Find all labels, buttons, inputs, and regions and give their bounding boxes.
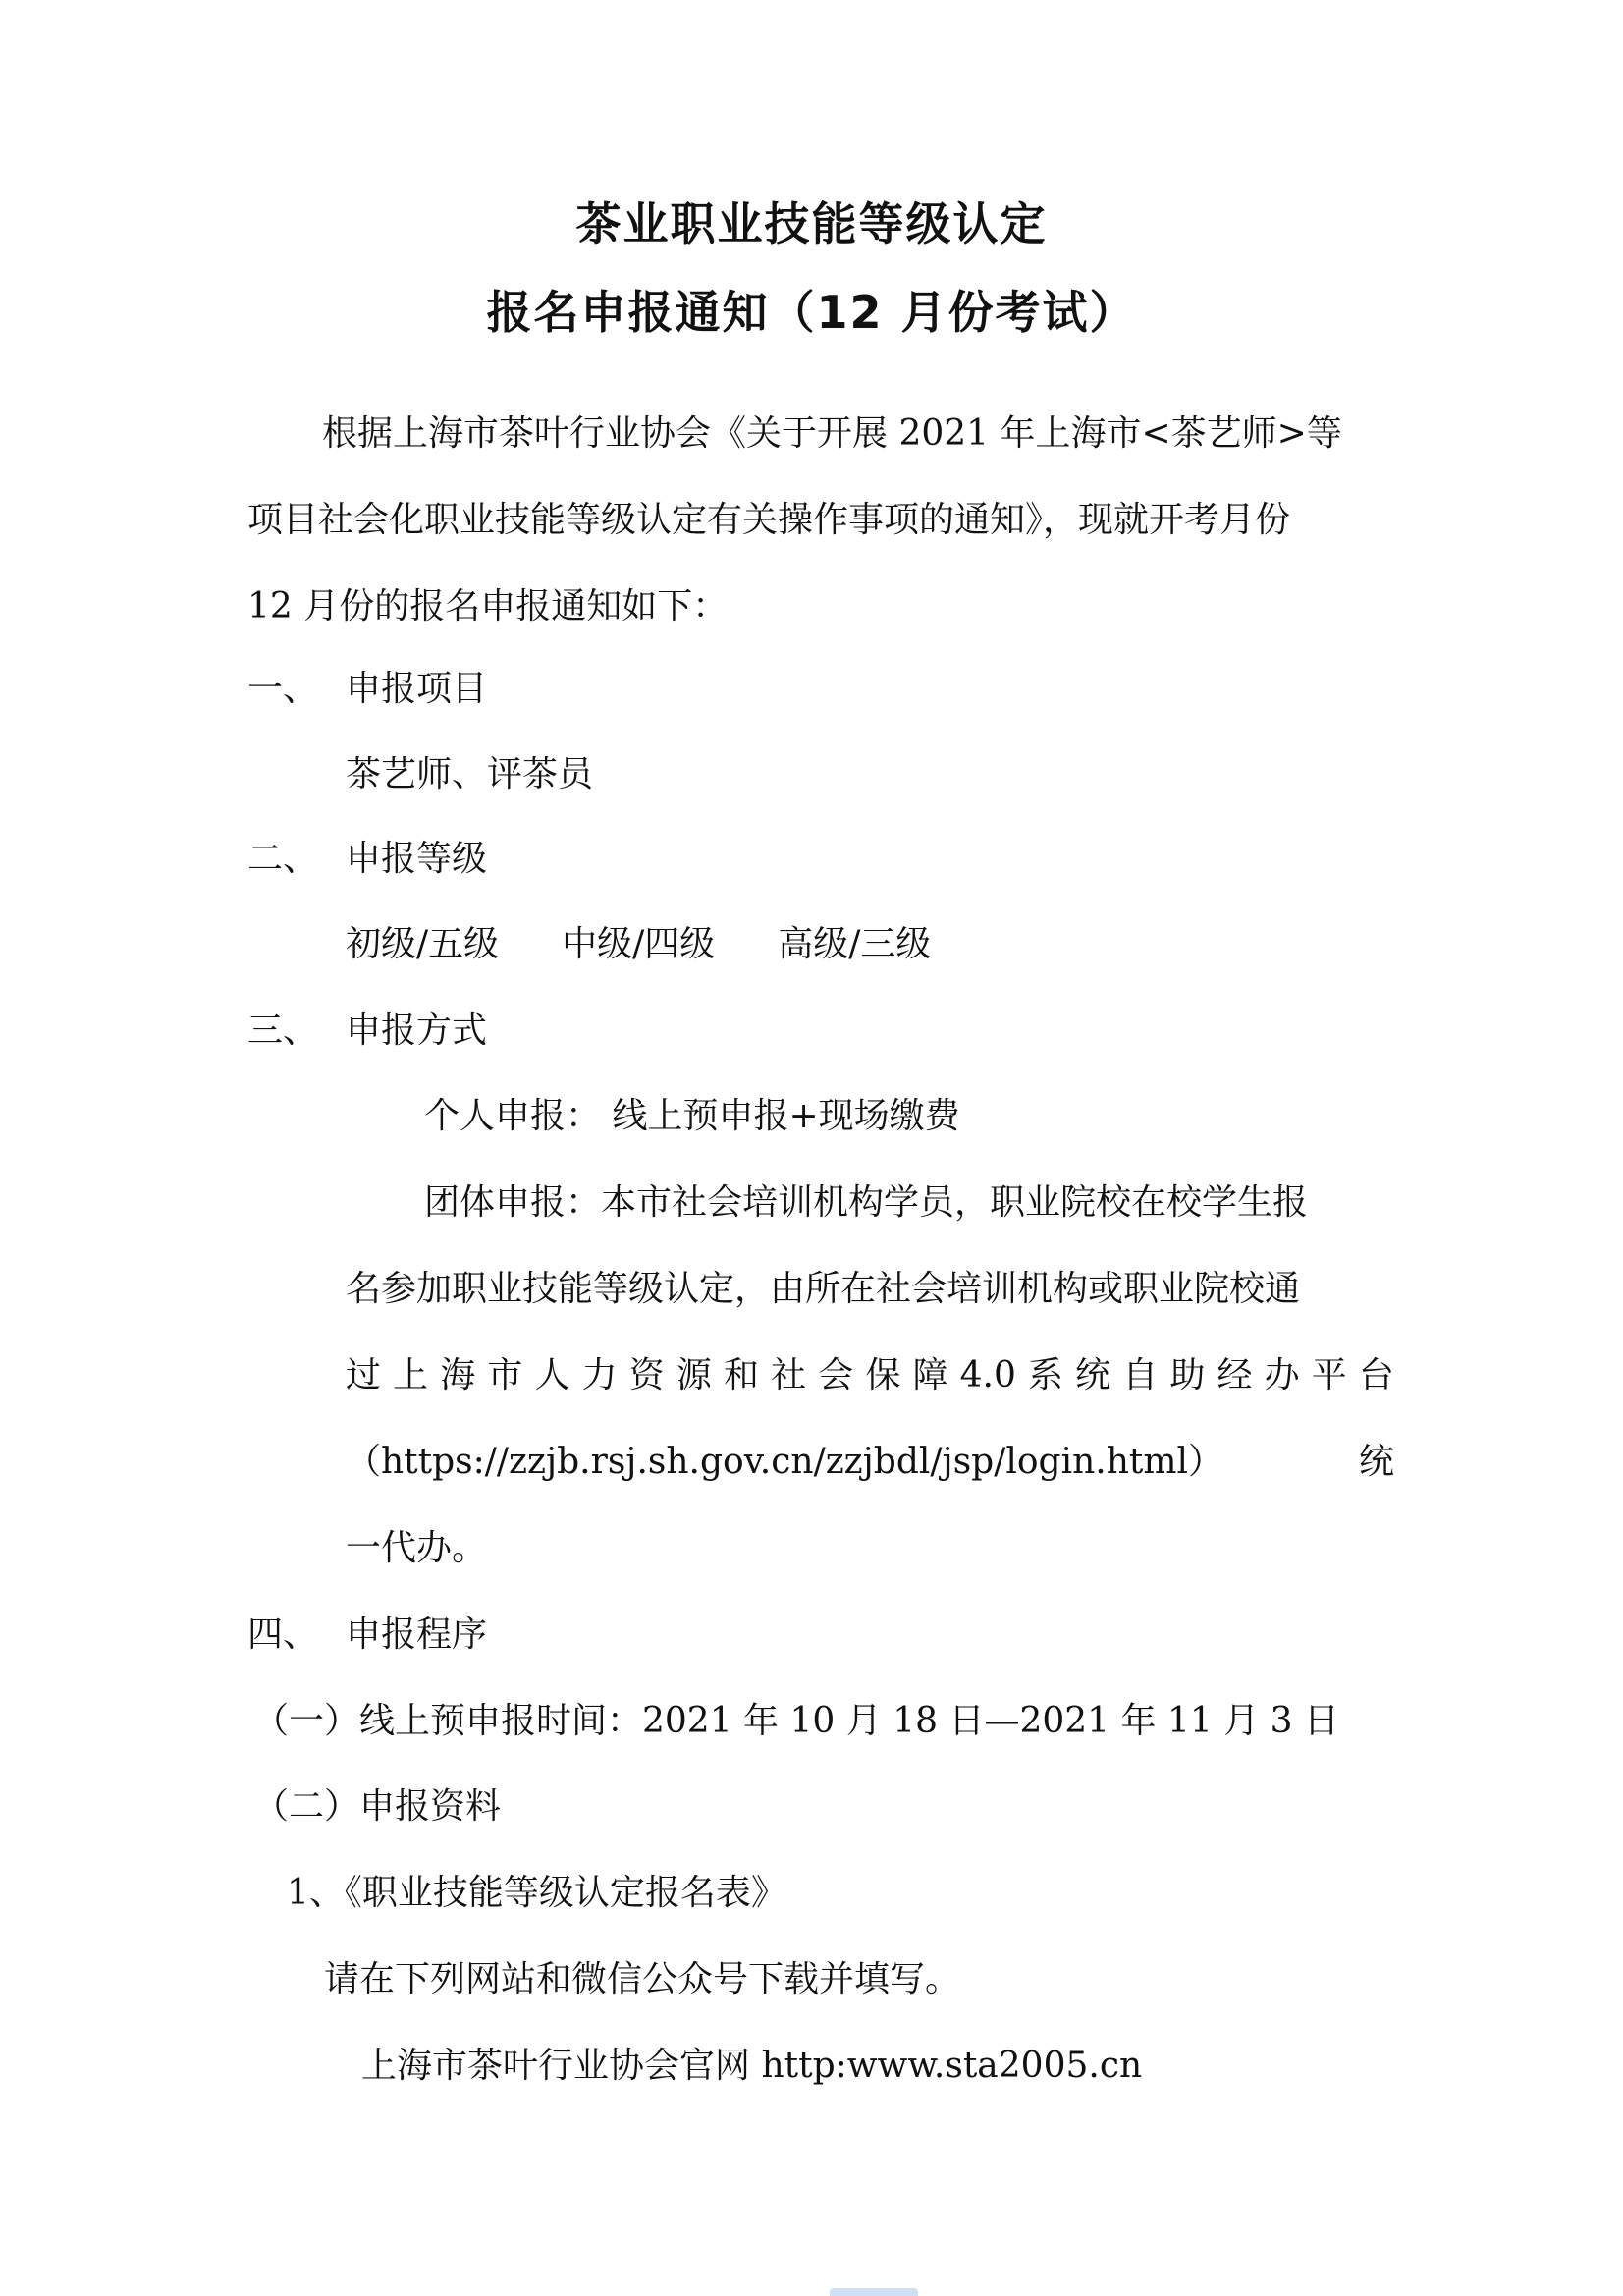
section3-title: 申报方式	[346, 1011, 488, 1051]
section2-title: 申报等级	[346, 839, 488, 879]
section1-heading	[247, 668, 487, 711]
intro-line1: 根据上海市茶叶行业协会《关于开展 2021 年上海市<茶艺师>等	[322, 413, 1342, 454]
intro-line2: 项目社会化职业技能等级认定有关操作事项的通知》，现就开考月份	[247, 500, 1291, 540]
materials-item1: 1、《职业技能等级认定报名表》	[287, 1873, 786, 1913]
section1-number: 一、	[247, 669, 319, 709]
group-application-line4: （https://zzjb.rsj.sh.gov.cn/zzjbdl/jsp/login.html） 统	[346, 1442, 1394, 1482]
section2-levels	[346, 923, 931, 966]
page-bottom-marker	[830, 2288, 918, 2296]
section2-number: 二、	[247, 839, 319, 879]
document-title-line1: 茶业职业技能等级认定	[575, 197, 1048, 250]
section4-number: 四、	[247, 1614, 319, 1655]
group-application-line5: 一代办。	[346, 1528, 488, 1568]
level-primary: 初级/五级	[346, 924, 500, 964]
association-website: 上海市茶叶行业协会官网 http:www.sta2005.cn	[361, 2046, 1143, 2086]
section3-heading	[247, 1010, 487, 1053]
group-application-line2: 名参加职业技能等级认定，由所在社会培训机构或职业院校通	[346, 1269, 1301, 1309]
platform-url: （https://zzjb.rsj.sh.gov.cn/zzjbdl/jsp/login.html）	[346, 1442, 1224, 1482]
online-application-period: （一）线上预申报时间：2021 年 10 月 18 日—2021 年 11 月 3 日	[253, 1701, 1339, 1741]
application-materials-heading: （二）申报资料	[253, 1786, 502, 1827]
section1-title: 申报项目	[346, 669, 488, 709]
section3-number: 三、	[247, 1011, 319, 1051]
level-intermediate: 中级/四级	[562, 924, 716, 964]
section4-title: 申报程序	[346, 1614, 488, 1655]
level-advanced: 高级/三级	[778, 924, 932, 964]
individual-application: 个人申报： 线上预申报+现场缴费	[424, 1096, 960, 1136]
group-application-line3: 过 上 海 市 人 力 资 源 和 社 会 保 障 4.0 系 统 自 助 经 办 平 台	[346, 1355, 1394, 1395]
section4-heading	[247, 1613, 487, 1657]
document-title-line2: 报名申报通知（12 月份考试）	[486, 286, 1137, 339]
intro-line3: 12 月份的报名申报通知如下：	[247, 586, 729, 627]
materials-item1-description: 请在下列网站和微信公众号下载并填写。	[324, 1959, 961, 1999]
section2-heading	[247, 838, 487, 881]
section1-content: 茶艺师、评茶员	[346, 754, 594, 794]
group-application-line1: 团体申报：本市社会培训机构学员，职业院校在校学生报	[424, 1182, 1309, 1223]
